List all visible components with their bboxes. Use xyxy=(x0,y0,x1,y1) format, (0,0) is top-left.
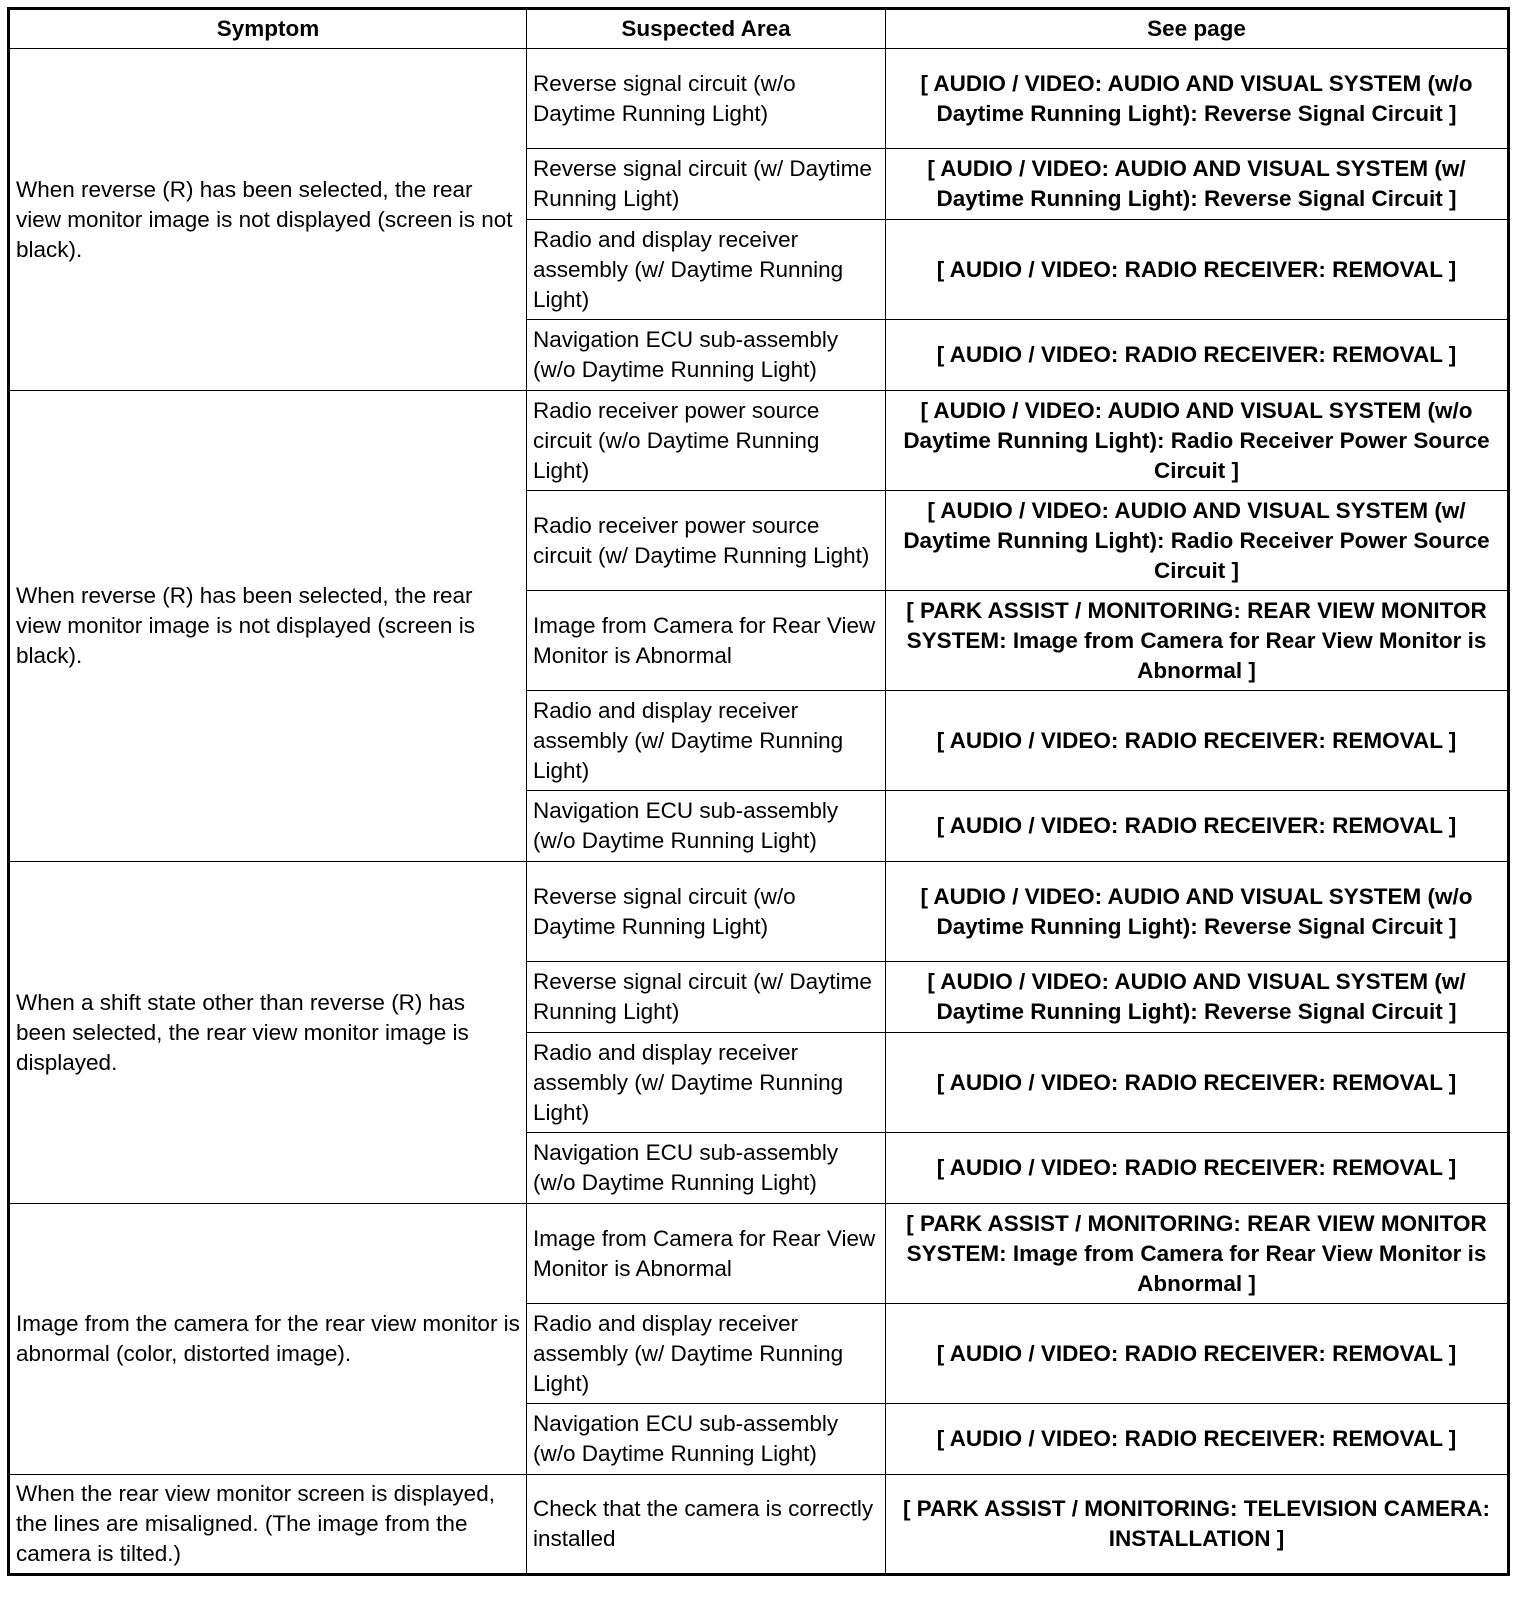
symptom-cell: When the rear view monitor screen is displayed, the lines are misaligned. (The image from the camera is tilted.) xyxy=(9,1475,527,1575)
see-page-link[interactable]: [ AUDIO / VIDEO: RADIO RECEIVER: REMOVAL ] xyxy=(886,320,1509,391)
header-see-page: See page xyxy=(886,9,1509,49)
see-page-link[interactable]: [ AUDIO / VIDEO: AUDIO AND VISUAL SYSTEM (w/ Daytime Running Light): Radio Receiver Power Source Circuit ] xyxy=(886,491,1509,591)
symptom-cell: When a shift state other than reverse (R) has been selected, the rear view monitor image is displayed. xyxy=(9,862,527,1204)
symptom-cell: Image from the camera for the rear view monitor is abnormal (color, distorted image). xyxy=(9,1204,527,1475)
see-page-link[interactable]: [ AUDIO / VIDEO: AUDIO AND VISUAL SYSTEM (w/o Daytime Running Light): Radio Receiver Power Source Circuit ] xyxy=(886,391,1509,491)
see-page-link[interactable]: [ AUDIO / VIDEO: RADIO RECEIVER: REMOVAL ] xyxy=(886,791,1509,862)
table-row xyxy=(9,391,1509,491)
see-page-link[interactable]: [ AUDIO / VIDEO: RADIO RECEIVER: REMOVAL ] xyxy=(886,1033,1509,1133)
table-row xyxy=(9,1475,1509,1575)
suspected-area-cell: Navigation ECU sub-assembly (w/o Daytime Running Light) xyxy=(527,320,886,391)
see-page-link[interactable]: [ AUDIO / VIDEO: AUDIO AND VISUAL SYSTEM (w/o Daytime Running Light): Reverse Signal Circuit ] xyxy=(886,49,1509,149)
header-suspected-area: Suspected Area xyxy=(527,9,886,49)
suspected-area-cell: Image from Camera for Rear View Monitor is Abnormal xyxy=(527,1204,886,1304)
problem-symptoms-table-container xyxy=(7,7,1507,1576)
suspected-area-cell: Radio and display receiver assembly (w/ Daytime Running Light) xyxy=(527,1304,886,1404)
see-page-link[interactable]: [ AUDIO / VIDEO: RADIO RECEIVER: REMOVAL ] xyxy=(886,1404,1509,1475)
see-page-link[interactable]: [ AUDIO / VIDEO: RADIO RECEIVER: REMOVAL ] xyxy=(886,220,1509,320)
symptom-cell: When reverse (R) has been selected, the rear view monitor image is not displayed (screen is not black). xyxy=(9,49,527,391)
suspected-area-cell: Reverse signal circuit (w/o Daytime Running Light) xyxy=(527,49,886,149)
see-page-link[interactable]: [ PARK ASSIST / MONITORING: REAR VIEW MONITOR SYSTEM: Image from Camera for Rear View Monitor is Abnormal ] xyxy=(886,591,1509,691)
table-row xyxy=(9,862,1509,962)
see-page-link[interactable]: [ AUDIO / VIDEO: RADIO RECEIVER: REMOVAL ] xyxy=(886,1304,1509,1404)
table-row xyxy=(9,1204,1509,1304)
see-page-link[interactable]: [ AUDIO / VIDEO: AUDIO AND VISUAL SYSTEM (w/ Daytime Running Light): Reverse Signal Circuit ] xyxy=(886,962,1509,1033)
suspected-area-cell: Navigation ECU sub-assembly (w/o Daytime Running Light) xyxy=(527,1404,886,1475)
see-page-link[interactable]: [ PARK ASSIST / MONITORING: TELEVISION CAMERA: INSTALLATION ] xyxy=(886,1475,1509,1575)
problem-symptoms-table xyxy=(7,7,1510,1576)
symptom-cell: When reverse (R) has been selected, the rear view monitor image is not displayed (screen is black). xyxy=(9,391,527,862)
suspected-area-cell: Reverse signal circuit (w/ Daytime Running Light) xyxy=(527,962,886,1033)
see-page-link[interactable]: [ AUDIO / VIDEO: RADIO RECEIVER: REMOVAL ] xyxy=(886,1133,1509,1204)
suspected-area-cell: Reverse signal circuit (w/o Daytime Running Light) xyxy=(527,862,886,962)
suspected-area-cell: Radio receiver power source circuit (w/ Daytime Running Light) xyxy=(527,491,886,591)
suspected-area-cell: Image from Camera for Rear View Monitor is Abnormal xyxy=(527,591,886,691)
see-page-link[interactable]: [ PARK ASSIST / MONITORING: REAR VIEW MONITOR SYSTEM: Image from Camera for Rear View Monitor is Abnormal ] xyxy=(886,1204,1509,1304)
header-symptom: Symptom xyxy=(9,9,527,49)
suspected-area-cell: Radio and display receiver assembly (w/ Daytime Running Light) xyxy=(527,691,886,791)
suspected-area-cell: Navigation ECU sub-assembly (w/o Daytime Running Light) xyxy=(527,791,886,862)
see-page-link[interactable]: [ AUDIO / VIDEO: AUDIO AND VISUAL SYSTEM (w/o Daytime Running Light): Reverse Signal Circuit ] xyxy=(886,862,1509,962)
see-page-link[interactable]: [ AUDIO / VIDEO: AUDIO AND VISUAL SYSTEM (w/ Daytime Running Light): Reverse Signal Circuit ] xyxy=(886,149,1509,220)
suspected-area-cell: Radio and display receiver assembly (w/ Daytime Running Light) xyxy=(527,1033,886,1133)
table-header-row xyxy=(9,9,1509,49)
table-row xyxy=(9,49,1509,149)
suspected-area-cell: Check that the camera is correctly installed xyxy=(527,1475,886,1575)
suspected-area-cell: Radio receiver power source circuit (w/o Daytime Running Light) xyxy=(527,391,886,491)
suspected-area-cell: Reverse signal circuit (w/ Daytime Running Light) xyxy=(527,149,886,220)
suspected-area-cell: Radio and display receiver assembly (w/ Daytime Running Light) xyxy=(527,220,886,320)
suspected-area-cell: Navigation ECU sub-assembly (w/o Daytime Running Light) xyxy=(527,1133,886,1204)
see-page-link[interactable]: [ AUDIO / VIDEO: RADIO RECEIVER: REMOVAL ] xyxy=(886,691,1509,791)
